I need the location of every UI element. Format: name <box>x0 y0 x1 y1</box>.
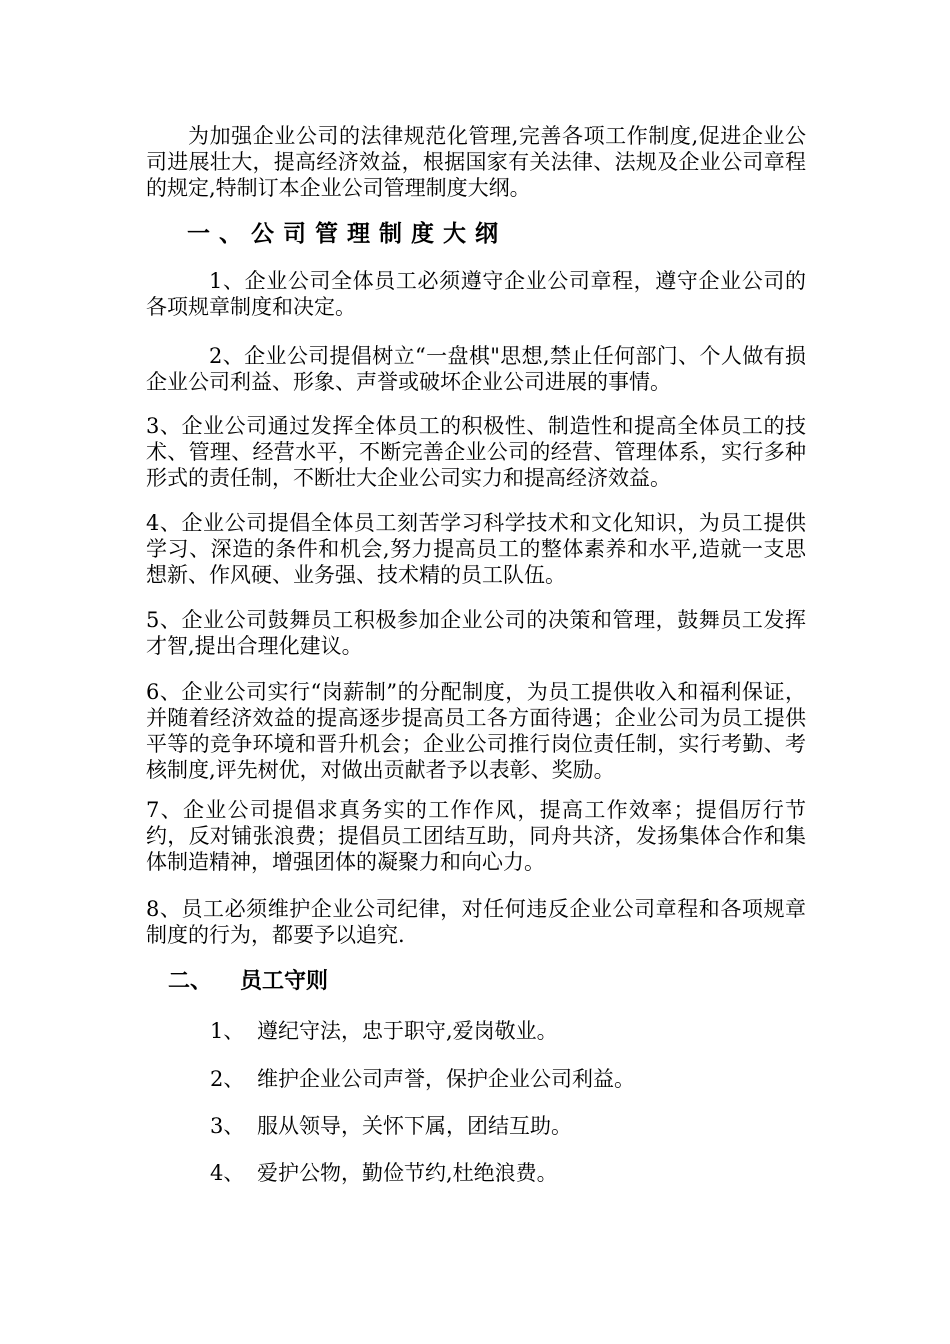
rule-number: 4、 <box>210 1161 245 1185</box>
article-5: 5、企业公司鼓舞员工积极参加企业公司的决策和管理，鼓舞员工发挥才智,提出合理化建议。 <box>146 608 806 658</box>
rule-item <box>210 1113 572 1139</box>
rule-item <box>210 1066 635 1092</box>
article-7: 7、企业公司提倡求真务实的工作作风，提高工作效率；提倡厉行节约，反对铺张浪费；提倡员工团结互助，同舟共济，发扬集体合作和集体制造精神，增强团体的凝聚力和向心力。 <box>146 798 806 874</box>
rule-number: 3、 <box>210 1114 245 1138</box>
rule-text: 服从领导，关怀下属，团结互助。 <box>257 1114 572 1138</box>
article-3: 3、企业公司通过发挥全体员工的积极性、制造性和提高全体员工的技术、管理、经营水平，不断完善企业公司的经营、管理体系，实行多种形式的责任制，不断壮大企业公司实力和提高经济效益。 <box>146 414 806 490</box>
rule-number: 1、 <box>210 1019 245 1043</box>
section-heading-2 <box>168 969 328 995</box>
article-1: 1、企业公司全体员工必须遵守企业公司章程，遵守企业公司的各项规章制度和决定。 <box>146 269 806 319</box>
rule-text: 爱护公物，勤俭节约,杜绝浪费。 <box>257 1161 558 1185</box>
rule-item <box>210 1018 558 1044</box>
section-2-title: 员工守则 <box>240 969 329 994</box>
section-2-number: 二、 <box>168 969 213 994</box>
article-8: 8、员工必须维护企业公司纪律，对任何违反企业公司章程和各项规章制度的行为，都要予以追究. <box>146 897 806 947</box>
article-4: 4、企业公司提倡全体员工刻苦学习科学技术和文化知识，为员工提供学习、深造的条件和机会,努力提高员工的整体素养和水平,造就一支思想新、作风硬、业务强、技术精的员工队伍。 <box>146 511 806 587</box>
section-heading-1: 一、公司管理制度大纲 <box>187 221 507 247</box>
intro-paragraph: 为加强企业公司的法律规范化管理,完善各项工作制度,促进企业公司进展壮大，提高经济效益，根据国家有关法律、法规及企业公司章程的规定,特制订本企业公司管理制度大纲。 <box>146 124 806 200</box>
article-2: 2、企业公司提倡树立“一盘棋"思想,禁止任何部门、个人做有损企业公司利益、形象、声誉或破坏企业公司进展的事情。 <box>146 344 806 394</box>
article-6: 6、企业公司实行“岗薪制”的分配制度，为员工提供收入和福利保证，并随着经济效益的提高逐步提高员工各方面待遇；企业公司为员工提供平等的竞争环境和晋升机会；企业公司推行岗位责任制，实行考勤、考核制度,评先树优，对做出贡献者予以表彰、奖励。 <box>146 680 806 782</box>
rule-text: 维护企业公司声誉，保护企业公司利益。 <box>257 1067 635 1091</box>
rule-number: 2、 <box>210 1067 245 1091</box>
rule-text: 遵纪守法，忠于职守,爱岗敬业。 <box>257 1019 558 1043</box>
rule-item <box>210 1160 558 1186</box>
